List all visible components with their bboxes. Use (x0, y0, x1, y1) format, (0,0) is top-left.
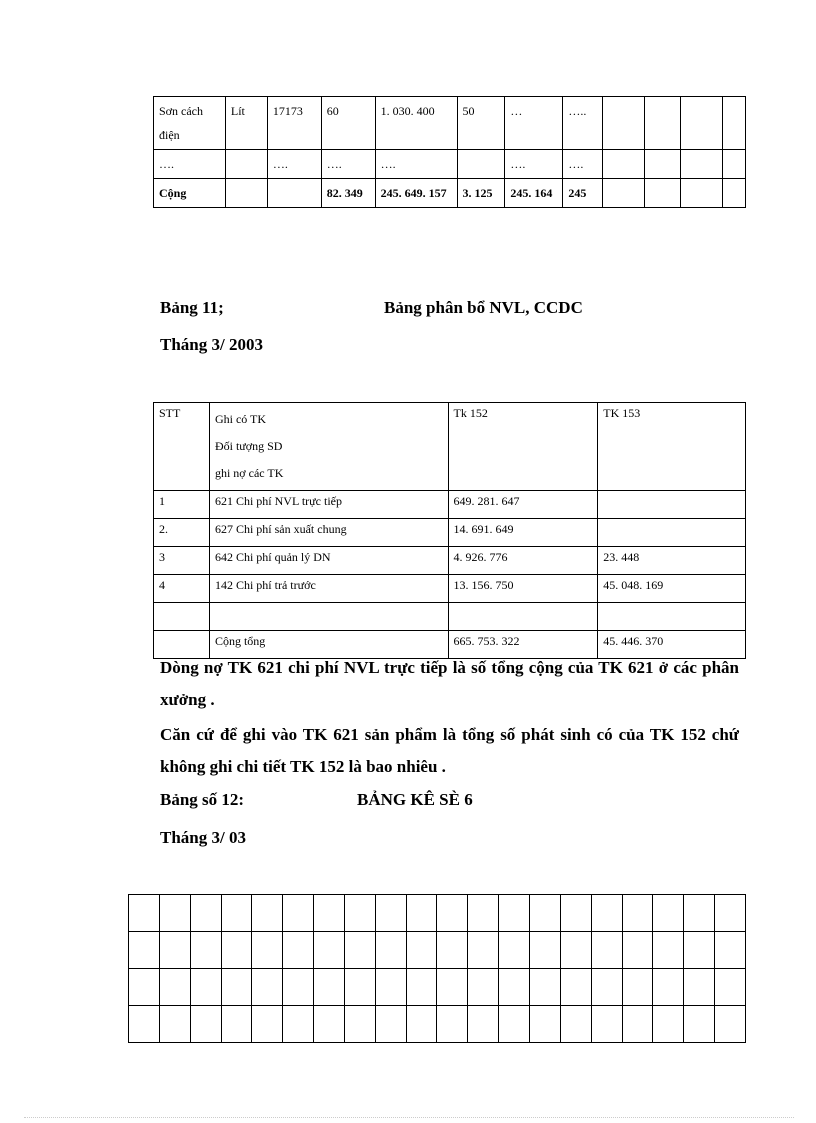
table-empty-grid (128, 894, 746, 1043)
empty-cell (159, 1006, 190, 1043)
table-cell: …. (505, 150, 563, 179)
table-row (129, 969, 746, 1006)
table-cell: 50 (457, 97, 505, 150)
table-cell (681, 97, 723, 150)
cell-stt: 1 (154, 491, 210, 519)
header-account (209, 403, 448, 491)
table-cell: …. (375, 150, 457, 179)
empty-cell (499, 895, 530, 932)
empty-cell (591, 895, 622, 932)
empty-cell (591, 1006, 622, 1043)
table-cell (603, 150, 645, 179)
table-cell: …. (563, 150, 603, 179)
empty-cell (715, 932, 746, 969)
header-line: Đối tượng SD (214, 439, 283, 453)
empty-cell (129, 1006, 160, 1043)
table-cell: 17173 (267, 97, 321, 150)
table-cell (681, 179, 723, 208)
empty-cell (468, 932, 499, 969)
empty-cell (499, 1006, 530, 1043)
table-cell: 245. 649. 157 (375, 179, 457, 208)
empty-cell (622, 932, 653, 969)
empty-cell (344, 895, 375, 932)
empty-cell (684, 969, 715, 1006)
empty-cell (406, 895, 437, 932)
table-cell (267, 179, 321, 208)
table-cell: 82. 349 (321, 179, 375, 208)
table-cell (603, 97, 645, 150)
empty-cell (406, 969, 437, 1006)
cell-desc (209, 603, 448, 631)
empty-cell (529, 969, 560, 1006)
empty-cell (252, 932, 283, 969)
header-tk152: Tk 152 (448, 403, 598, 491)
empty-cell (190, 969, 221, 1006)
empty-cell (375, 932, 406, 969)
table-cell: 3. 125 (457, 179, 505, 208)
empty-cell (283, 1006, 314, 1043)
empty-cell (653, 895, 684, 932)
table-cell: Lít (225, 97, 267, 150)
header-stt: STT (154, 403, 210, 491)
empty-cell (653, 1006, 684, 1043)
empty-cell (159, 932, 190, 969)
paragraph-2: Căn cứ để ghi vào TK 621 sản phẩm là tổng số phát sinh có của TK 152 chứ không ghi chi tiết TK 152 là bao nhiêu . (160, 725, 739, 776)
table-header-row (154, 403, 746, 491)
empty-cell (529, 1006, 560, 1043)
empty-cell (190, 932, 221, 969)
cell-desc: Cộng tổng (209, 631, 448, 659)
empty-cell (468, 895, 499, 932)
table-cell (722, 97, 745, 150)
empty-cell (437, 969, 468, 1006)
empty-cell (529, 932, 560, 969)
cell-tk152: 649. 281. 647 (448, 491, 598, 519)
empty-cell (375, 1006, 406, 1043)
cell-stt (154, 603, 210, 631)
empty-cell (129, 932, 160, 969)
empty-cell (622, 969, 653, 1006)
table-cell (645, 179, 681, 208)
table-row (154, 179, 746, 208)
empty-cell (715, 895, 746, 932)
cell-tk153 (598, 603, 746, 631)
empty-cell (314, 1006, 345, 1043)
bang11-month: Tháng 3/ 2003 (160, 335, 263, 354)
empty-cell (283, 969, 314, 1006)
cell-tk152: 13. 156. 750 (448, 575, 598, 603)
cell-tk152: 665. 753. 322 (448, 631, 598, 659)
table-row (129, 932, 746, 969)
cell-desc: 621 Chi phí NVL trực tiếp (209, 491, 448, 519)
empty-cell (129, 895, 160, 932)
empty-cell (437, 895, 468, 932)
empty-cell (129, 969, 160, 1006)
empty-cell (314, 969, 345, 1006)
cell-tk153 (598, 491, 746, 519)
empty-cell (283, 932, 314, 969)
table-row (154, 150, 746, 179)
empty-cell (591, 932, 622, 969)
empty-cell (560, 895, 591, 932)
empty-cell (653, 932, 684, 969)
empty-cell (653, 969, 684, 1006)
cell-desc: 627 Chi phí sản xuất chung (209, 519, 448, 547)
empty-cell (221, 969, 252, 1006)
bang12-month: Tháng 3/ 03 (160, 828, 246, 847)
cell-stt: 3 (154, 547, 210, 575)
table-cell (457, 150, 505, 179)
empty-cell (221, 1006, 252, 1043)
table-cell (225, 179, 267, 208)
bang12-label: Bảng số 12: (160, 790, 245, 809)
empty-cell (314, 895, 345, 932)
header-line: ghi nợ các TK (214, 466, 284, 480)
empty-cell (684, 1006, 715, 1043)
table-cell (645, 97, 681, 150)
empty-cell (684, 895, 715, 932)
table-cell: Sơn cách điện (154, 97, 226, 150)
table-cell: …. (267, 150, 321, 179)
empty-cell (344, 932, 375, 969)
empty-cell (159, 895, 190, 932)
empty-cell (252, 1006, 283, 1043)
bang12-title: BẢNG KÊ SÈ 6 (357, 790, 473, 809)
empty-cell (252, 895, 283, 932)
table-cell (225, 150, 267, 179)
empty-cell (560, 969, 591, 1006)
table-allocation (153, 402, 746, 659)
empty-cell (344, 969, 375, 1006)
cell-tk152: 4. 926. 776 (448, 547, 598, 575)
table-row (129, 895, 746, 932)
empty-cell (406, 932, 437, 969)
empty-cell (684, 932, 715, 969)
table-row (129, 1006, 746, 1043)
table-cell: Cộng (154, 179, 226, 208)
empty-cell (715, 969, 746, 1006)
cell-tk153 (598, 519, 746, 547)
empty-cell (159, 969, 190, 1006)
cell-tk153: 45. 446. 370 (598, 631, 746, 659)
table-cell: 245. 164 (505, 179, 563, 208)
cell-tk153: 45. 048. 169 (598, 575, 746, 603)
cell-stt: 2. (154, 519, 210, 547)
empty-cell (314, 932, 345, 969)
page-bottom-rule (24, 1117, 794, 1118)
empty-cell (468, 1006, 499, 1043)
table-cell: 245 (563, 179, 603, 208)
empty-cell (375, 895, 406, 932)
table-row (154, 603, 746, 631)
table-cell: …. (321, 150, 375, 179)
table-row (154, 519, 746, 547)
empty-cell (591, 969, 622, 1006)
empty-cell (437, 932, 468, 969)
empty-cell (499, 932, 530, 969)
table-materials-summary (153, 96, 746, 208)
bang11-label: Bảng 11; (160, 298, 224, 317)
header-tk153: TK 153 (598, 403, 746, 491)
table-row (154, 97, 746, 150)
empty-cell (499, 969, 530, 1006)
table-cell: 1. 030. 400 (375, 97, 457, 150)
table-cell: …. (154, 150, 226, 179)
empty-cell (221, 895, 252, 932)
empty-cell (283, 895, 314, 932)
table-row (154, 547, 746, 575)
empty-cell (221, 932, 252, 969)
table-cell (603, 179, 645, 208)
table-row (154, 575, 746, 603)
table-cell: 60 (321, 97, 375, 150)
header-line: Ghi có TK (214, 412, 267, 426)
empty-cell (622, 1006, 653, 1043)
empty-cell (406, 1006, 437, 1043)
table-cell (722, 179, 745, 208)
empty-cell (529, 895, 560, 932)
empty-cell (252, 969, 283, 1006)
table-cell: ….. (563, 97, 603, 150)
empty-cell (560, 1006, 591, 1043)
empty-cell (344, 1006, 375, 1043)
empty-cell (190, 1006, 221, 1043)
cell-tk153: 23. 448 (598, 547, 746, 575)
paragraph-1: Dòng nợ TK 621 chi phí NVL trực tiếp là số tổng cộng của TK 621 ở các phân xưởng . (160, 658, 739, 709)
empty-cell (622, 895, 653, 932)
cell-tk152 (448, 603, 598, 631)
empty-cell (560, 932, 591, 969)
table-cell (645, 150, 681, 179)
empty-cell (468, 969, 499, 1006)
table-cell (681, 150, 723, 179)
bang11-title: Bảng phân bổ NVL, CCDC (384, 298, 583, 317)
empty-cell (375, 969, 406, 1006)
cell-desc: 642 Chi phí quản lý DN (209, 547, 448, 575)
table-cell (722, 150, 745, 179)
table-row (154, 491, 746, 519)
table-cell: … (505, 97, 563, 150)
cell-stt: 4 (154, 575, 210, 603)
cell-desc: 142 Chi phí trả trước (209, 575, 448, 603)
empty-cell (437, 1006, 468, 1043)
cell-tk152: 14. 691. 649 (448, 519, 598, 547)
empty-cell (715, 1006, 746, 1043)
empty-cell (190, 895, 221, 932)
